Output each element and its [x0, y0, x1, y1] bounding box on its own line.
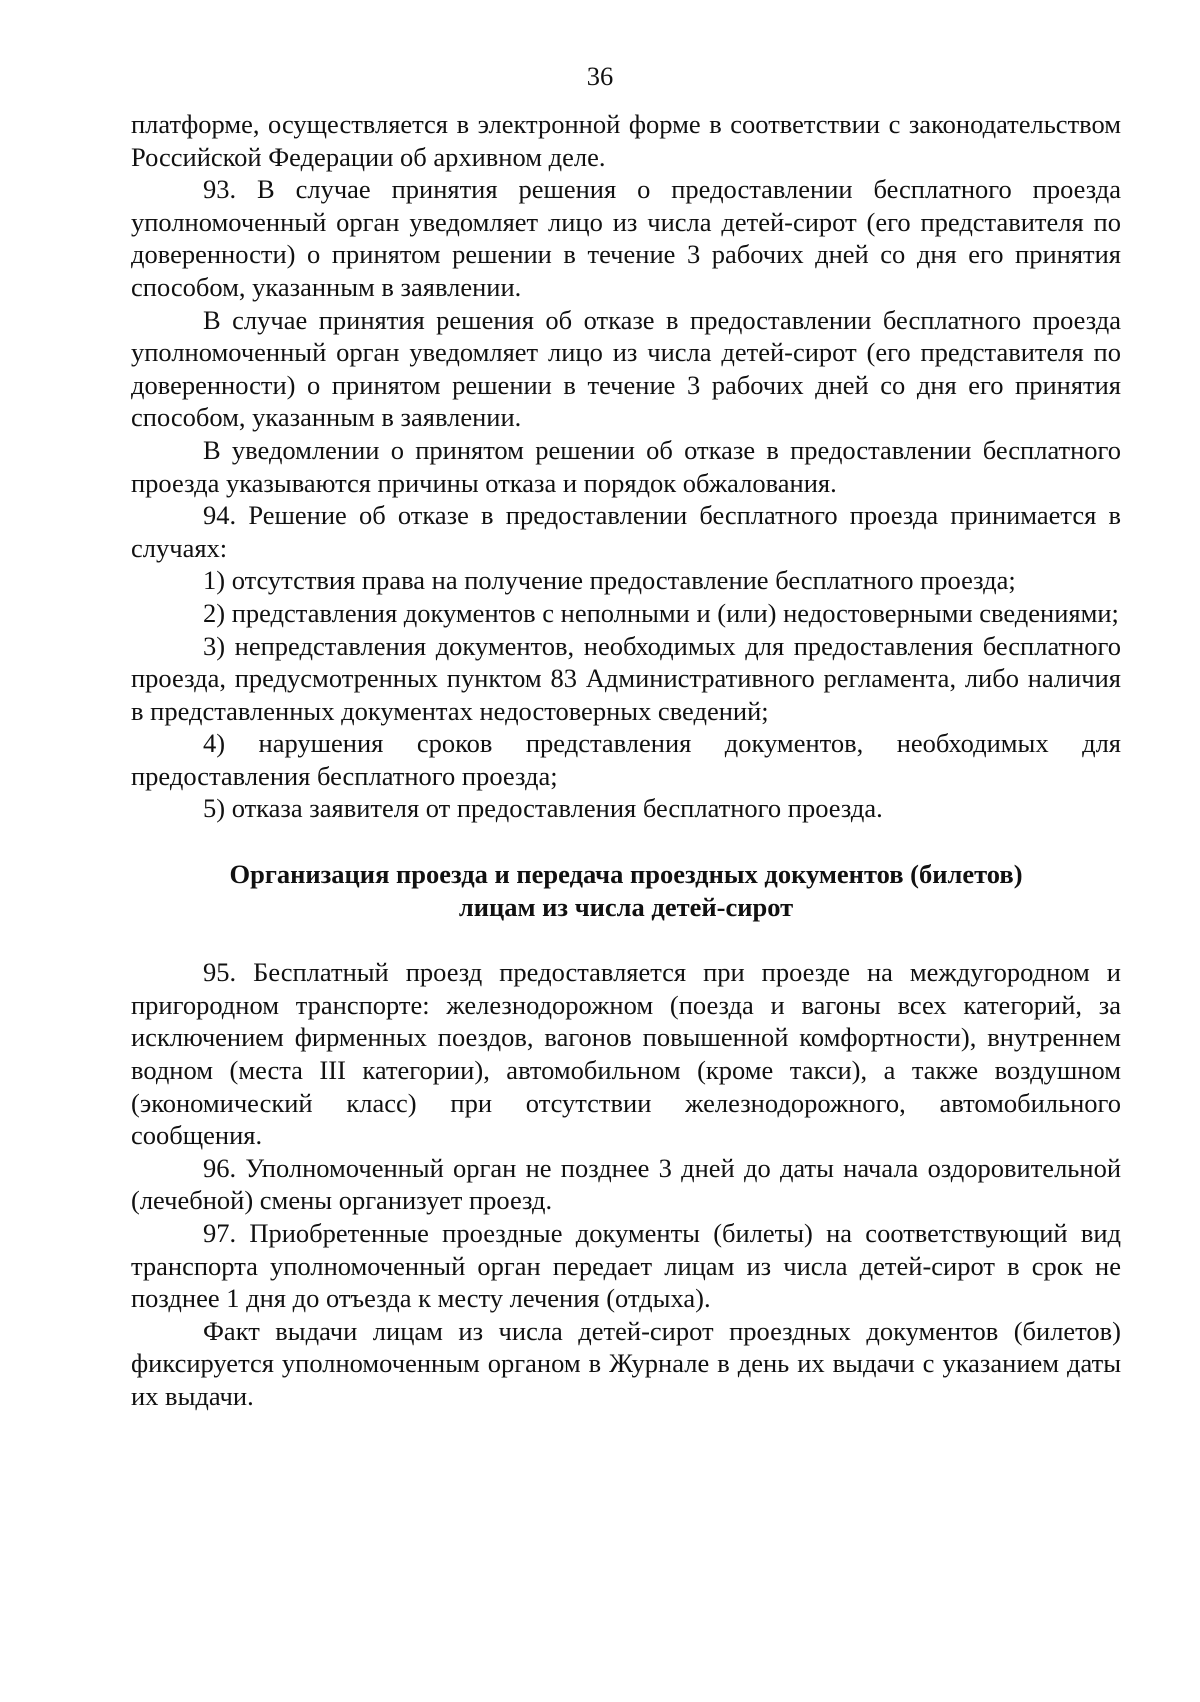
paragraph-97: 97. Приобретенные проездные документы (билеты) на соответствующий вид транспорта уполномоченный орган передает лицам из числа детей-сирот в срок не позднее 1 дня до отъезда к месту лечения (отдыха).: [131, 1218, 1121, 1314]
list-item-94-3: 3) непредставления документов, необходимых для предоставления бесплатного проезда, предусмотренных пунктом 83 Административного регламента, либо наличия в представленных документах недостоверных сведений;: [131, 630, 1121, 726]
spacer: [131, 825, 1121, 858]
document-body: [131, 108, 1121, 1413]
list-item-94-4: 4) нарушения сроков представления документов, необходимых для предоставления бесплатного проезда;: [131, 728, 1121, 791]
paragraph-96: 96. Уполномоченный орган не позднее 3 дней до даты начала оздоровительной (лечебной) смены организует проезд.: [131, 1152, 1121, 1216]
section-heading-line-1: Организация проезда и передача проездных документов (билетов): [229, 859, 1023, 890]
spacer: [131, 923, 1121, 956]
paragraph-93-refusal-reasons: В уведомлении о принятом решении об отказе в предоставлении бесплатного проезда указываются причины отказа и порядок обжалования.: [131, 434, 1121, 498]
section-heading-line-2: лицам из числа детей-сирот: [458, 891, 794, 922]
list-item-94-2: 2) представления документов с неполными и (или) недостоверными сведениями;: [203, 597, 1119, 628]
paragraph-95: 95. Бесплатный проезд предоставляется при проезде на междугородном и пригородном транспорте: железнодорожном (поезда и вагоны всех категорий, за исключением фирменных поездов, вагонов повышенной комфортности), внутреннем водном (места III категории), автомобильном (кроме такси), а также воздушном (экономический класс) при отсутствии железнодорожного, автомобильного сообщения.: [131, 957, 1121, 1151]
list-item-94-5: 5) отказа заявителя от предоставления бесплатного проезда.: [203, 793, 883, 824]
list-item-94-1: 1) отсутствия права на получение предоставление бесплатного проезда;: [203, 565, 1016, 596]
paragraph-97-issuance-record: Факт выдачи лицам из числа детей-сирот проездных документов (билетов) фиксируется уполномоченным органом в Журнале в день их выдачи с указанием даты их выдачи.: [131, 1315, 1121, 1411]
paragraph-93-refusal-notice: В случае принятия решения об отказе в предоставлении бесплатного проезда уполномоченный орган уведомляет лицо из числа детей-сирот (его представителя по доверенности) о принятом решении в течение 3 рабочих дней со дня его принятия способом, указанным в заявлении.: [131, 304, 1121, 433]
paragraph-94: 94. Решение об отказе в предоставлении бесплатного проезда принимается в случаях:: [131, 500, 1121, 563]
section-heading: [131, 858, 1121, 923]
paragraph-93: 93. В случае принятия решения о предоставлении бесплатного проезда уполномоченный орган уведомляет лицо из числа детей-сирот (его представителя по доверенности) о принятом решении в течение 3 рабочих дней со дня его принятия способом, указанным в заявлении.: [131, 174, 1121, 302]
paragraph-archive-continuation: платформе, осуществляется в электронной форме в соответствии с законодательством Российской Федерации об архивном деле.: [131, 109, 1121, 172]
page-number: 36: [586, 61, 614, 91]
